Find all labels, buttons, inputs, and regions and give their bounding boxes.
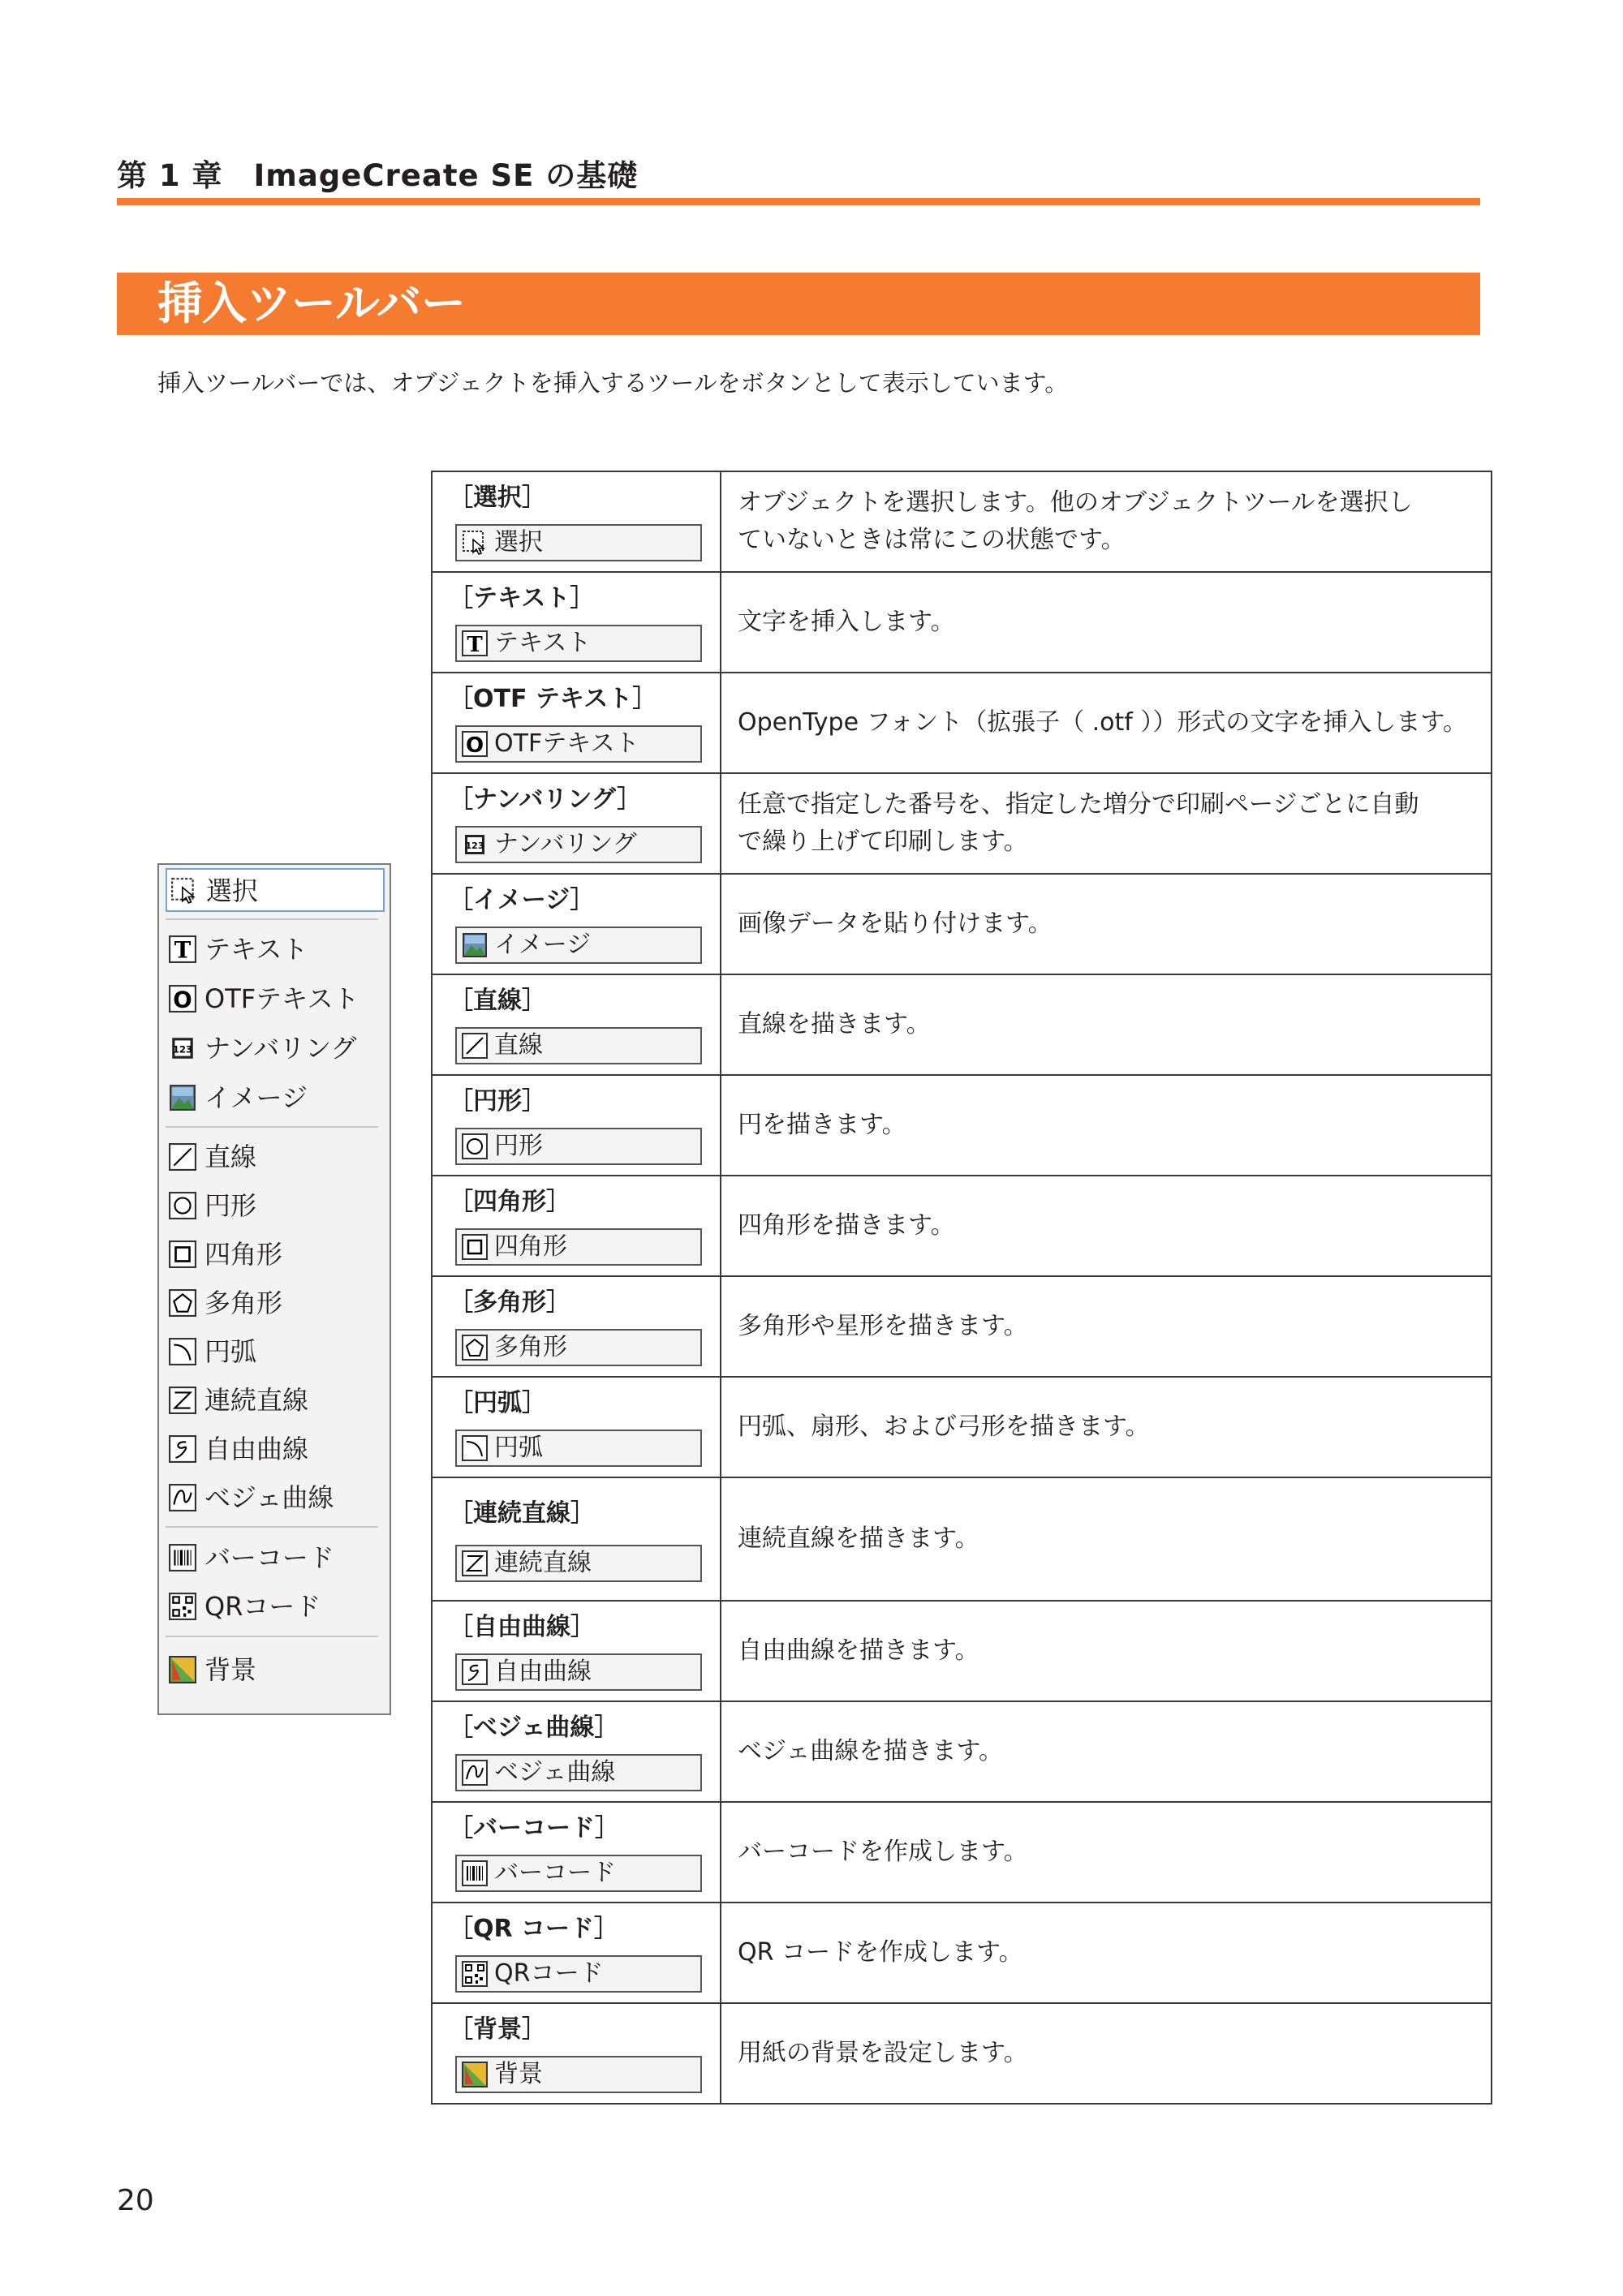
polygon-icon <box>169 1289 196 1317</box>
row-description-line: QR コードを作成します。 <box>738 1938 1023 1967</box>
numbering-icon <box>462 832 488 858</box>
toolbar-item-bezier[interactable] <box>166 1477 385 1520</box>
toolbar-item-label: OTFテキスト <box>204 983 359 1014</box>
rectangle-button[interactable] <box>455 1228 702 1266</box>
tool-description-table <box>431 471 1492 2105</box>
table-row <box>432 1276 1492 1377</box>
text-button[interactable] <box>455 625 702 662</box>
table-row <box>432 773 1492 874</box>
button-label: バーコード <box>494 1859 616 1887</box>
toolbar-item-arc[interactable] <box>166 1331 385 1374</box>
button-label: QRコード <box>494 1959 604 1988</box>
toolbar-item-rectangle[interactable] <box>166 1233 385 1277</box>
otf-text-icon <box>462 731 488 757</box>
svg-text:T: T <box>467 633 483 656</box>
toolbar-item-polygon[interactable] <box>166 1282 385 1326</box>
svg-text:O: O <box>173 986 192 1013</box>
qrcode-icon <box>462 1961 488 1987</box>
toolbar-item-select[interactable] <box>166 868 385 912</box>
button-label: 連続直線 <box>494 1549 592 1577</box>
table-row <box>432 1601 1492 1701</box>
toolbar-item-text[interactable] <box>166 928 385 972</box>
toolbar-item-label: 四角形 <box>204 1239 283 1270</box>
row-tool-name: ［イメージ］ <box>449 886 595 914</box>
row-tool-name: ［四角形］ <box>449 1188 570 1216</box>
select-icon <box>462 530 488 556</box>
ellipse-icon <box>169 1192 196 1219</box>
background-icon <box>169 1656 196 1683</box>
row-tool-name: ［OTF テキスト］ <box>449 685 657 713</box>
toolbar-item-ellipse[interactable] <box>166 1185 385 1228</box>
row-tool-name: ［自由曲線］ <box>449 1613 595 1641</box>
table-row <box>432 974 1492 1075</box>
toolbar-item-background[interactable] <box>166 1649 385 1692</box>
table-row <box>432 1075 1492 1176</box>
toolbar-item-label: 自由曲線 <box>204 1434 309 1464</box>
line-icon <box>169 1143 196 1171</box>
table-row <box>432 1903 1492 2003</box>
text-icon <box>169 935 196 963</box>
button-label: 円形 <box>494 1132 543 1160</box>
row-description-line: オブジェクトを選択します。他のオブジェクトツールを選択し <box>738 488 1413 517</box>
line-button[interactable] <box>455 1027 702 1064</box>
row-description-line: 文字を挿入します。 <box>738 608 955 636</box>
barcode-icon <box>169 1544 196 1572</box>
table-row <box>432 2003 1492 2104</box>
otf-text-icon <box>169 985 196 1013</box>
row-description-line: で繰り上げて印刷します。 <box>738 828 1028 856</box>
section-title: 挿入ツールバー <box>157 277 467 329</box>
toolbar-separator <box>166 1636 378 1637</box>
arc-icon <box>462 1435 488 1461</box>
page-number: 20 <box>117 2184 154 2217</box>
chapter-header: 第 1 章 ImageCreate SE の基礎 <box>117 158 639 193</box>
table-row <box>432 1377 1492 1477</box>
row-tool-name: ［QR コード］ <box>449 1915 619 1943</box>
row-tool-name: ［円弧］ <box>449 1389 546 1417</box>
row-description-line: 円弧、扇形、および弓形を描きます。 <box>738 1412 1150 1441</box>
button-label: 自由曲線 <box>494 1658 592 1686</box>
toolbar-item-label: 連続直線 <box>204 1385 309 1416</box>
toolbar-item-label: 直線 <box>204 1142 257 1172</box>
button-label: イメージ <box>494 931 592 959</box>
toolbar-item-label: イメージ <box>204 1082 308 1113</box>
insert-toolbar <box>157 863 391 1715</box>
row-tool-name: ［選択］ <box>449 484 546 512</box>
row-tool-name: ［直線］ <box>449 987 546 1015</box>
image-icon <box>169 1084 196 1111</box>
row-tool-name: ［多角形］ <box>449 1288 570 1317</box>
svg-text:O: O <box>465 733 484 757</box>
toolbar-separator <box>166 1126 378 1128</box>
toolbar-item-label: 選択 <box>206 875 259 906</box>
row-tool-name: ［ベジェ曲線］ <box>449 1713 619 1742</box>
row-description-line: 任意で指定した番号を、指定した増分で印刷ページごとに自動 <box>738 790 1419 819</box>
numbering-button[interactable] <box>455 826 702 863</box>
toolbar-item-barcode[interactable] <box>166 1537 385 1580</box>
toolbar-item-numbering[interactable] <box>166 1027 385 1071</box>
row-description-line: 四角形を描きます。 <box>738 1211 955 1240</box>
rectangle-icon <box>462 1234 488 1260</box>
svg-text:123: 123 <box>172 1043 193 1056</box>
row-tool-name: ［円形］ <box>449 1087 546 1116</box>
button-label: ナンバリング <box>494 830 637 858</box>
freehand-icon <box>169 1435 196 1463</box>
toolbar-item-otf-text[interactable] <box>166 978 385 1021</box>
section-band <box>117 273 1480 335</box>
table-row <box>432 572 1492 673</box>
polyline-button[interactable] <box>455 1545 702 1582</box>
bezier-icon <box>462 1760 488 1786</box>
select-icon <box>170 877 198 905</box>
background-button[interactable] <box>455 2056 702 2093</box>
row-description-line: 直線を描きます。 <box>738 1010 931 1038</box>
row-description-line: 連続直線を描きます。 <box>738 1524 979 1553</box>
button-label: 四角形 <box>494 1232 567 1261</box>
toolbar-separator <box>166 1526 378 1528</box>
button-label: 直線 <box>494 1031 543 1060</box>
svg-text:T: T <box>174 936 192 963</box>
image-icon <box>462 932 488 958</box>
qrcode-button[interactable] <box>455 1955 702 1993</box>
toolbar-item-label: テキスト <box>204 934 308 965</box>
otf-text-button[interactable] <box>455 725 702 763</box>
row-description-line: OpenType フォント（拡張子（ .otf ））形式の文字を挿入します。 <box>738 708 1467 737</box>
row-tool-name: ［バーコード］ <box>449 1814 619 1842</box>
row-description-line: 円を描きます。 <box>738 1111 906 1139</box>
row-tool-name: ［ナンバリング］ <box>449 785 642 814</box>
background-icon <box>462 2062 488 2087</box>
toolbar-item-qrcode[interactable] <box>166 1585 385 1629</box>
polyline-icon <box>169 1387 196 1414</box>
svg-text:123: 123 <box>465 841 484 851</box>
row-description-line: ベジェ曲線を描きます。 <box>738 1737 1003 1765</box>
toolbar-item-label: ナンバリング <box>204 1033 357 1064</box>
polyline-icon <box>462 1550 488 1576</box>
table-row <box>432 1176 1492 1276</box>
row-description-line: 多角形や星形を描きます。 <box>738 1312 1028 1340</box>
polygon-icon <box>462 1335 488 1361</box>
toolbar-item-line[interactable] <box>166 1136 385 1180</box>
freehand-icon <box>462 1659 488 1685</box>
toolbar-item-label: 背景 <box>204 1654 257 1685</box>
row-description-line: 画像データを貼り付けます。 <box>738 909 1053 938</box>
button-label: 円弧 <box>494 1434 543 1462</box>
select-button[interactable] <box>455 524 702 561</box>
row-description-line: 用紙の背景を設定します。 <box>738 2039 1028 2067</box>
toolbar-item-label: QRコード <box>204 1591 321 1622</box>
toolbar-item-label: バーコード <box>204 1542 335 1573</box>
toolbar-item-freehand[interactable] <box>166 1428 385 1472</box>
toolbar-item-polyline[interactable] <box>166 1379 385 1423</box>
table-row <box>432 673 1492 773</box>
toolbar-item-label: 円形 <box>204 1190 257 1221</box>
row-tool-name: ［テキスト］ <box>449 584 595 613</box>
row-tool-name: ［背景］ <box>449 2015 546 2044</box>
button-label: 多角形 <box>494 1333 567 1361</box>
button-label: 背景 <box>494 2060 543 2088</box>
polygon-button[interactable] <box>455 1329 702 1366</box>
freehand-button[interactable] <box>455 1653 702 1691</box>
arc-button[interactable] <box>455 1430 702 1467</box>
row-tool-name: ［連続直線］ <box>449 1499 595 1528</box>
row-description-line: バーコードを作成します。 <box>738 1838 1028 1866</box>
qrcode-icon <box>169 1593 196 1620</box>
barcode-icon <box>462 1860 488 1886</box>
ellipse-icon <box>462 1133 488 1159</box>
row-description-line: 自由曲線を描きます。 <box>738 1636 979 1665</box>
intro-text: 挿入ツールバーでは、オブジェクトを挿入するツールをボタンとして表示しています。 <box>157 369 1069 397</box>
button-label: テキスト <box>494 629 592 657</box>
button-label: 選択 <box>494 528 543 557</box>
table-row <box>432 471 1492 572</box>
numbering-icon <box>169 1034 196 1062</box>
toolbar-item-label: 多角形 <box>204 1288 283 1318</box>
toolbar-item-label: 円弧 <box>204 1336 257 1367</box>
image-button[interactable] <box>455 927 702 964</box>
bezier-button[interactable] <box>455 1754 702 1791</box>
barcode-button[interactable] <box>455 1855 702 1892</box>
button-label: OTFテキスト <box>494 729 639 758</box>
text-icon <box>462 630 488 656</box>
toolbar-separator <box>166 918 378 920</box>
table-row <box>432 874 1492 974</box>
table-row <box>432 1802 1492 1903</box>
arc-icon <box>169 1338 196 1365</box>
toolbar-item-label: ベジェ曲線 <box>204 1482 334 1513</box>
chapter-rule <box>117 198 1480 205</box>
table-row <box>432 1477 1492 1601</box>
table-row <box>432 1701 1492 1802</box>
toolbar-item-image[interactable] <box>166 1077 385 1120</box>
button-label: ベジェ曲線 <box>494 1758 616 1786</box>
row-description-line: ていないときは常にこの状態です。 <box>738 526 1126 554</box>
rectangle-icon <box>169 1240 196 1268</box>
bezier-icon <box>169 1484 196 1511</box>
ellipse-button[interactable] <box>455 1128 702 1165</box>
line-icon <box>462 1033 488 1059</box>
